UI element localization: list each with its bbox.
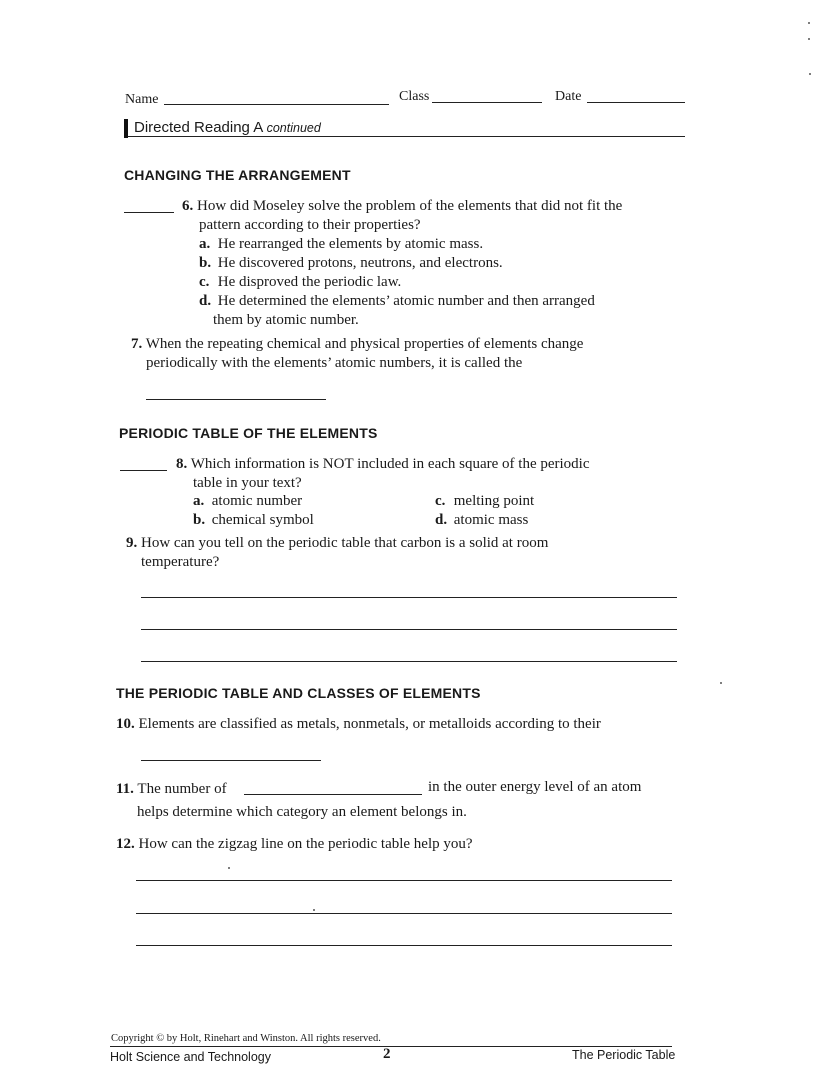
- q6-answer-blank[interactable]: [124, 212, 174, 213]
- q6-option-b-text: He discovered protons, neutrons, and electrons.: [217, 255, 503, 271]
- q6-option-d-line2: them by atomic number.: [213, 312, 359, 328]
- q8-option-a-letter: a.: [193, 493, 205, 509]
- q6-option-d-text: He determined the elements’ atomic number and then arranged: [217, 293, 595, 309]
- q6-option-d-letter: d.: [199, 293, 212, 309]
- q11-after-blank: in the outer energy level of an atom: [428, 779, 642, 795]
- q6-question: [182, 198, 622, 215]
- q8-option-c: [435, 493, 534, 510]
- class-label: Class: [399, 89, 430, 104]
- q8-question: [176, 456, 590, 473]
- q11-answer-blank[interactable]: [244, 794, 422, 795]
- q7-answer-line[interactable]: [146, 399, 326, 400]
- q9-answer-line-3[interactable]: [141, 661, 677, 662]
- q12-line1: How can the zigzag line on the periodic table help you?: [138, 836, 473, 852]
- scan-speck: [808, 38, 810, 40]
- class-field[interactable]: [432, 102, 542, 103]
- date-field[interactable]: [587, 102, 685, 103]
- q10-line1: Elements are classified as metals, nonmetals, or metalloids according to their: [138, 716, 601, 732]
- q10-question: [116, 716, 601, 733]
- q8-option-b: [193, 512, 314, 529]
- q8-option-b-text: chemical symbol: [211, 512, 314, 528]
- q7-number: 7.: [131, 336, 143, 352]
- q6-option-d: [199, 293, 595, 310]
- scan-speck: [720, 682, 722, 684]
- scan-speck: [808, 22, 810, 24]
- q9-line2: temperature?: [141, 554, 220, 570]
- q6-number: 6.: [182, 198, 194, 214]
- q11-question: [116, 781, 227, 798]
- q7-line2: periodically with the elements’ atomic numbers, it is called the: [146, 355, 523, 371]
- q11-number: 11.: [116, 781, 134, 797]
- q6-option-c: [199, 274, 401, 291]
- section-heading-periodic-table: PERIODIC TABLE OF THE ELEMENTS: [119, 425, 378, 441]
- section-title: [134, 119, 321, 136]
- q8-option-c-letter: c.: [435, 493, 446, 509]
- q8-option-a: [193, 493, 302, 510]
- q9-number: 9.: [126, 535, 138, 551]
- q6-line2: pattern according to their properties?: [199, 217, 421, 233]
- date-label: Date: [555, 89, 582, 104]
- q9-question: [126, 535, 548, 552]
- q6-line1: How did Moseley solve the problem of the elements that did not fit the: [197, 198, 623, 214]
- q6-option-c-text: He disproved the periodic law.: [217, 274, 402, 290]
- q9-answer-line-2[interactable]: [141, 629, 677, 630]
- q8-option-d-letter: d.: [435, 512, 448, 528]
- q8-line1: Which information is NOT included in each square of the periodic: [190, 456, 590, 472]
- copyright-text: Copyright © by Holt, Rinehart and Winston. All rights reserved.: [111, 1033, 381, 1044]
- name-field[interactable]: [164, 104, 389, 105]
- footer-rule: [110, 1046, 672, 1047]
- chapter-title: The Periodic Table: [572, 1048, 676, 1062]
- publisher-name: Holt Science and Technology: [110, 1050, 271, 1064]
- q10-number: 10.: [116, 716, 135, 732]
- q8-option-c-text: melting point: [453, 493, 535, 509]
- q10-answer-line[interactable]: [141, 760, 321, 761]
- q12-answer-line-3[interactable]: [136, 945, 672, 946]
- section-heading-classes: THE PERIODIC TABLE AND CLASSES OF ELEMENTS: [116, 685, 481, 701]
- q8-option-d: [435, 512, 528, 529]
- q8-option-b-letter: b.: [193, 512, 206, 528]
- q6-option-a-text: He rearranged the elements by atomic mass.: [217, 236, 484, 252]
- page-number: 2: [383, 1046, 391, 1062]
- q8-number: 8.: [176, 456, 188, 472]
- q11-line2: helps determine which category an element belongs in.: [137, 804, 467, 820]
- q6-option-c-letter: c.: [199, 274, 210, 290]
- q9-line1: How can you tell on the periodic table that carbon is a solid at room: [141, 535, 549, 551]
- scan-speck: [228, 867, 230, 869]
- q7-line1: When the repeating chemical and physical properties of elements change: [145, 336, 584, 352]
- q8-line2: table in your text?: [193, 475, 302, 491]
- q6-option-b-letter: b.: [199, 255, 212, 271]
- q6-option-a: [199, 236, 483, 253]
- q8-option-a-text: atomic number: [211, 493, 303, 509]
- scan-speck: [809, 73, 811, 75]
- section-heading-changing: CHANGING THE ARRANGEMENT: [124, 167, 351, 183]
- q8-option-d-text: atomic mass: [453, 512, 529, 528]
- section-title-suffix: continued: [266, 121, 321, 135]
- scan-speck: [313, 909, 315, 911]
- q6-option-a-letter: a.: [199, 236, 211, 252]
- q8-answer-blank[interactable]: [120, 470, 167, 471]
- q9-answer-line-1[interactable]: [141, 597, 677, 598]
- q12-question: [116, 836, 473, 853]
- q12-answer-line-2[interactable]: [136, 913, 672, 914]
- q12-number: 12.: [116, 836, 135, 852]
- title-rule: [128, 136, 685, 137]
- name-label: Name: [125, 92, 159, 107]
- q6-option-b: [199, 255, 503, 272]
- q12-answer-line-1[interactable]: [136, 880, 672, 881]
- q7-question: [131, 336, 583, 353]
- section-title-text: Directed Reading A: [134, 119, 263, 136]
- q11-before-blank: The number of: [137, 781, 227, 797]
